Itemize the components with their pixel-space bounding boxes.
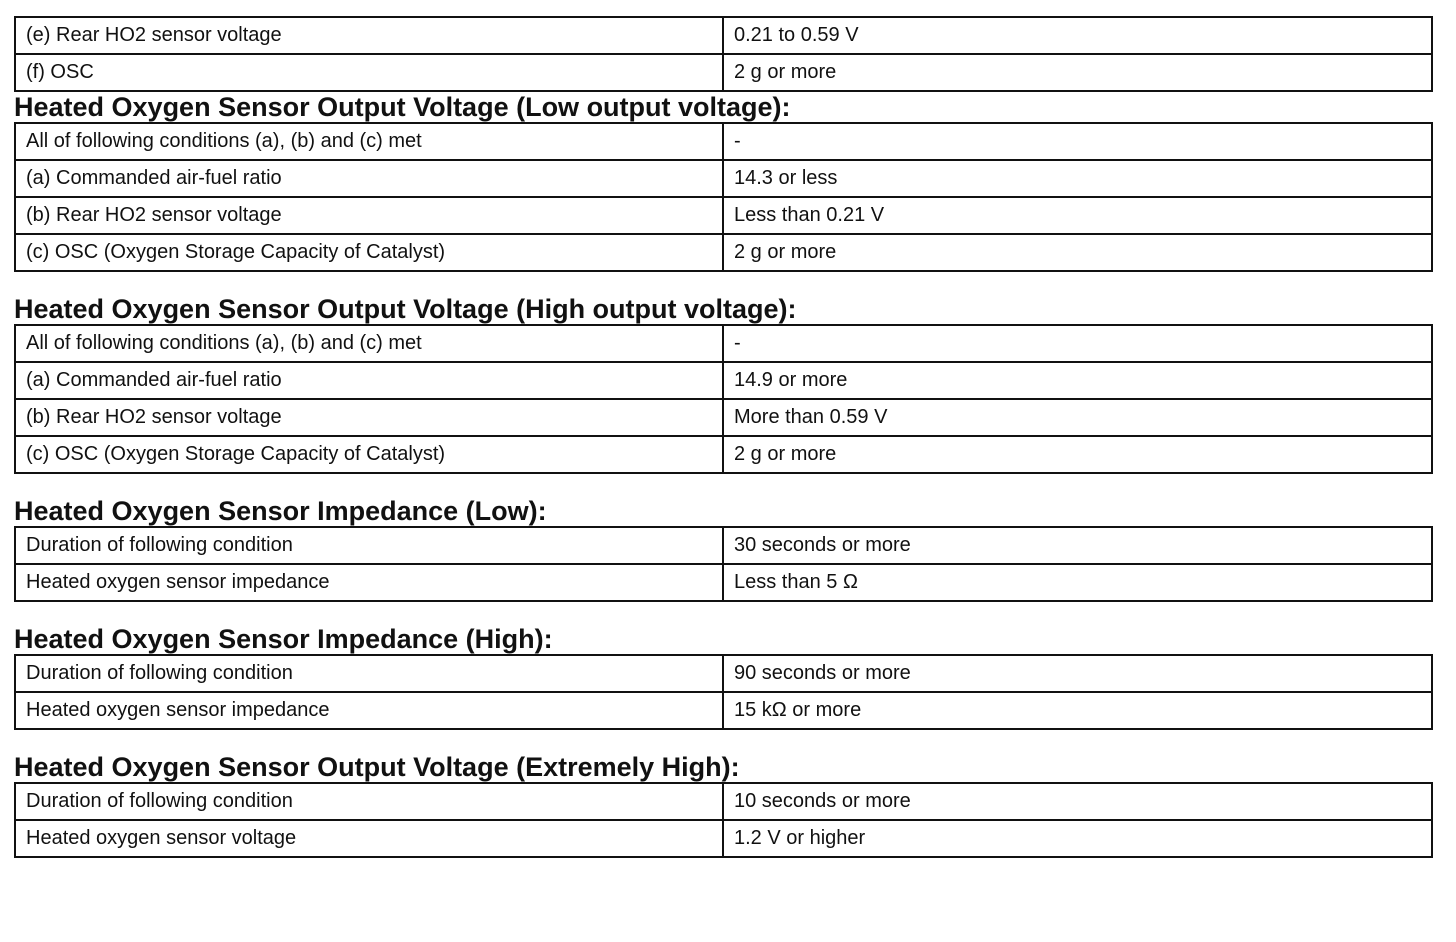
table-row [15,436,1432,473]
condition-value: 15 kΩ or more [723,692,1432,729]
condition-value: 14.9 or more [723,362,1432,399]
condition-label: (a) Commanded air-fuel ratio [15,362,723,399]
table-row [15,325,1432,362]
spec-table-impedance-low [14,526,1433,602]
condition-value: 10 seconds or more [723,783,1432,820]
section-title-low-output-voltage: Heated Oxygen Sensor Output Voltage (Low output voltage): [14,92,791,122]
condition-label: Heated oxygen sensor impedance [15,564,723,601]
table-row [15,123,1432,160]
condition-value: 0.21 to 0.59 V [723,17,1432,54]
table-row [15,234,1432,271]
condition-label: (f) OSC [15,54,723,91]
condition-label: (b) Rear HO2 sensor voltage [15,399,723,436]
condition-label: (a) Commanded air-fuel ratio [15,160,723,197]
condition-value: Less than 0.21 V [723,197,1432,234]
table-row [15,362,1432,399]
document-page [14,16,1431,858]
table-row [15,197,1432,234]
condition-label: All of following conditions (a), (b) and (c) met [15,123,723,160]
section-spacer [14,272,1431,294]
table-row [15,160,1432,197]
condition-value: 2 g or more [723,54,1432,91]
section-spacer [14,602,1431,624]
condition-label: All of following conditions (a), (b) and (c) met [15,325,723,362]
spec-table-impedance-high [14,654,1433,730]
condition-label: Duration of following condition [15,527,723,564]
spec-table-continued [14,16,1433,92]
table-row [15,564,1432,601]
condition-label: Heated oxygen sensor voltage [15,820,723,857]
condition-value: 2 g or more [723,234,1432,271]
condition-value: 2 g or more [723,436,1432,473]
section-spacer [14,474,1431,496]
spec-table-high-output-voltage [14,324,1433,474]
section-title-high-output-voltage: Heated Oxygen Sensor Output Voltage (High output voltage): [14,294,797,324]
condition-value: - [723,123,1432,160]
condition-label: Heated oxygen sensor impedance [15,692,723,729]
table-row [15,54,1432,91]
condition-value: 90 seconds or more [723,655,1432,692]
condition-value: More than 0.59 V [723,399,1432,436]
section-title-impedance-low: Heated Oxygen Sensor Impedance (Low): [14,496,547,526]
table-row [15,527,1432,564]
condition-label: Duration of following condition [15,783,723,820]
section-title-extremely-high: Heated Oxygen Sensor Output Voltage (Extremely High): [14,752,740,782]
condition-label: (c) OSC (Oxygen Storage Capacity of Catalyst) [15,234,723,271]
table-row [15,17,1432,54]
section-title-impedance-high: Heated Oxygen Sensor Impedance (High): [14,624,553,654]
spec-table-low-output-voltage [14,122,1433,272]
condition-label: (b) Rear HO2 sensor voltage [15,197,723,234]
section-spacer [14,730,1431,752]
condition-label: (c) OSC (Oxygen Storage Capacity of Catalyst) [15,436,723,473]
condition-value: 1.2 V or higher [723,820,1432,857]
condition-value: - [723,325,1432,362]
table-row [15,655,1432,692]
table-row [15,399,1432,436]
condition-value: Less than 5 Ω [723,564,1432,601]
condition-value: 30 seconds or more [723,527,1432,564]
table-row [15,783,1432,820]
table-row [15,820,1432,857]
condition-value: 14.3 or less [723,160,1432,197]
condition-label: Duration of following condition [15,655,723,692]
spec-table-extremely-high [14,782,1433,858]
table-row [15,692,1432,729]
condition-label: (e) Rear HO2 sensor voltage [15,17,723,54]
